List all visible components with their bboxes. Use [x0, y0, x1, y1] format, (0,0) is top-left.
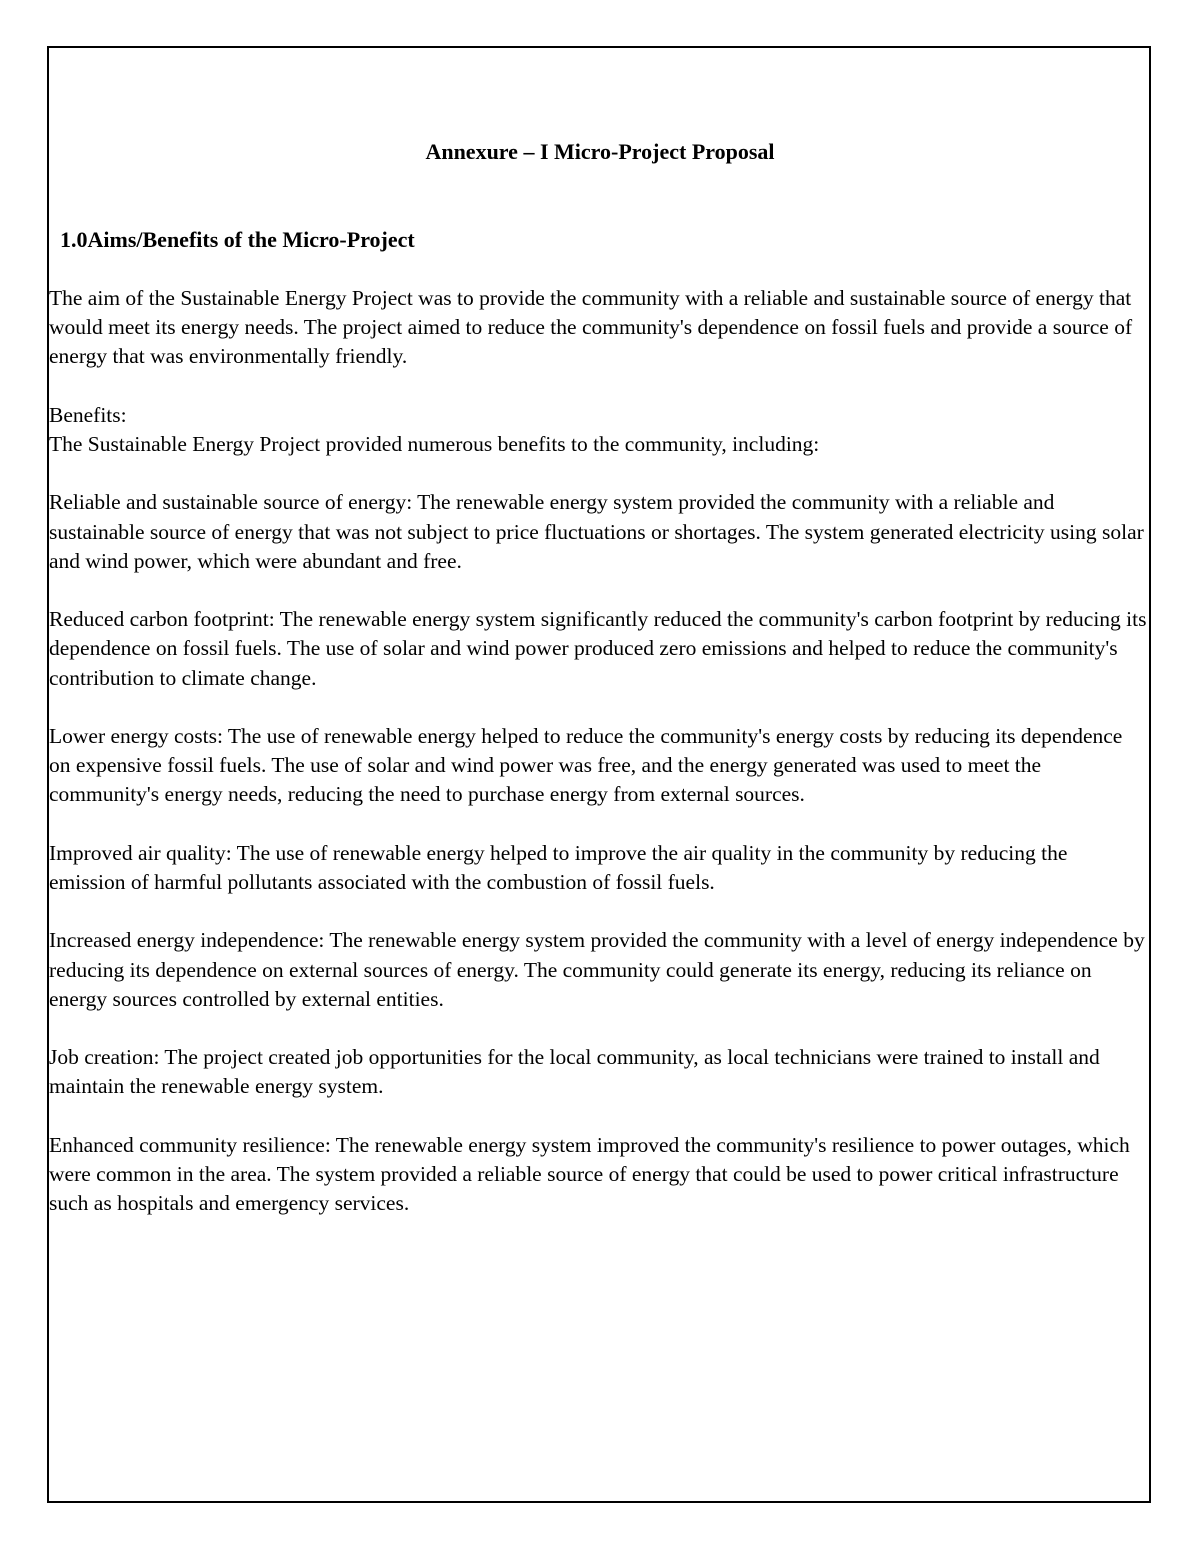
benefits-label: Benefits:: [49, 402, 127, 427]
benefit-paragraph: Reduced carbon footprint: The renewable energy system significantly reduced the community's carbon footprint by reducing its dependence on fossil fuels. The use of solar and wind power produced zero emissions and helped to reduce the community's contribution to climate change.: [49, 607, 1147, 690]
section-heading: 1.0Aims/Benefits of the Micro-Project: [60, 227, 415, 252]
benefit-paragraph: Improved air quality: The use of renewable energy helped to improve the air quality in the community by reducing the emission of harmful pollutants associated with the combustion of fossil fuels.: [49, 840, 1068, 894]
aim-paragraph: The aim of the Sustainable Energy Project was to provide the community with a reliable and sustainable source of energy that would meet its energy needs. The project aimed to reduce the community's dependence on fossil fuels and provide a source of energy that was environmentally friendly.: [49, 286, 1133, 369]
benefit-paragraph: Increased energy independence: The renewable energy system provided the community with a level of energy independence by reducing its dependence on external sources of energy. The community could generate its energy, reducing its reliance on energy sources controlled by external entities.: [49, 928, 1145, 1011]
benefit-paragraph: Job creation: The project created job opportunities for the local community, as local technicians were trained to install and maintain the renewable energy system.: [49, 1045, 1100, 1099]
document-body: [49, 284, 1149, 1248]
benefit-paragraph: Enhanced community resilience: The renewable energy system improved the community's resilience to power outages, which were common in the area. The system provided a reliable source of energy that could be used to power critical infrastructure such as hospitals and emergency services.: [49, 1132, 1130, 1216]
benefit-paragraph: Lower energy costs: The use of renewable energy helped to reduce the community's energy costs by reducing its dependence on expensive fossil fuels. The use of solar and wind power was free, and the energy generated was used to meet the community's energy needs, reducing the need to purchase energy from external sources.: [49, 723, 1123, 807]
benefit-paragraph: Reliable and sustainable source of energy: The renewable energy system provided the community with a reliable and sustainable source of energy that was not subject to price fluctuations or shortages. The system generated electricity using solar and wind power, which were abundant and free.: [49, 490, 1144, 573]
benefits-intro: The Sustainable Energy Project provided numerous benefits to the community, including:: [49, 432, 820, 456]
document-title: Annexure – I Micro-Project Proposal: [425, 139, 775, 164]
